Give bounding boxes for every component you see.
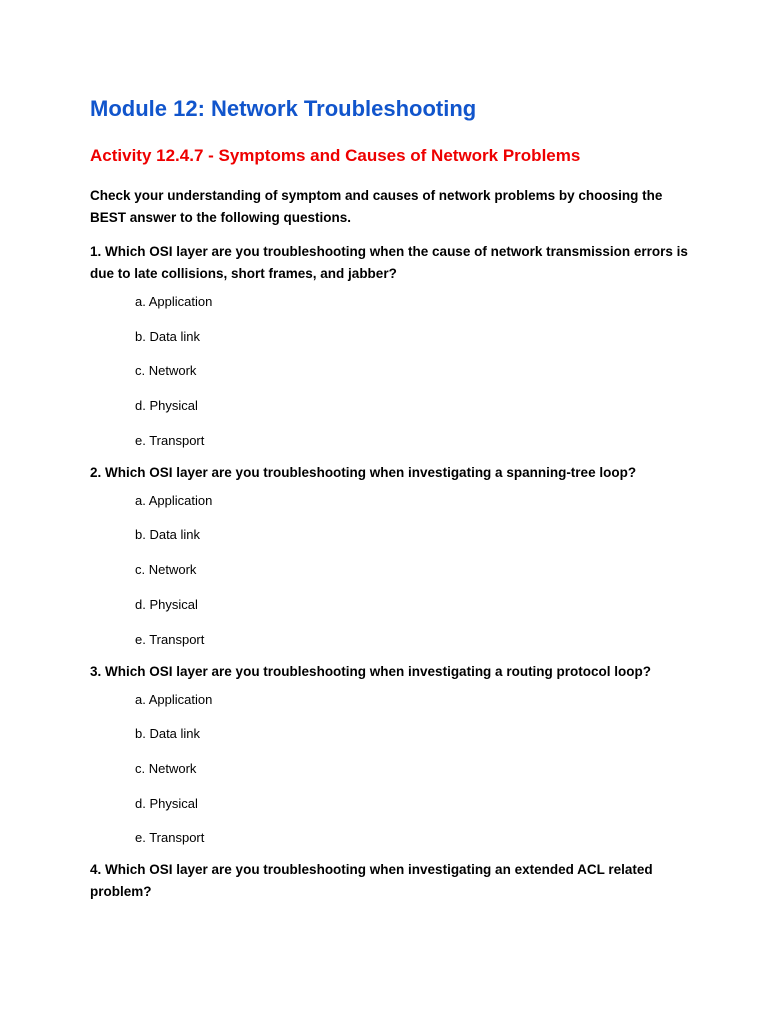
option-a: a. Application xyxy=(135,294,213,309)
option-a: a. Application xyxy=(135,691,213,707)
question-3 xyxy=(90,661,690,848)
option-d: d. Physical xyxy=(135,398,198,414)
question-text: 1. Which OSI layer are you troubleshooting when the cause of network transmission errors is due to late collisions, short frames, and jabber? xyxy=(90,244,688,281)
option-b: b. Data link xyxy=(135,527,201,543)
question-4 xyxy=(90,859,690,903)
question-text: 3. Which OSI layer are you troubleshooting when investigating a routing protocol loop? xyxy=(90,663,652,679)
answer-options xyxy=(135,687,690,848)
option-b: b. Data link xyxy=(135,328,201,344)
option-e: e. Transport xyxy=(135,830,205,846)
option-a: a. Application xyxy=(135,492,213,508)
module-title: Module 12: Network Troubleshooting xyxy=(90,96,477,121)
option-c: c. Network xyxy=(135,363,197,379)
activity-title: Activity 12.4.7 - Symptoms and Causes of Network Problems xyxy=(90,146,581,165)
question-2 xyxy=(90,462,690,649)
document-page xyxy=(90,94,690,903)
option-c: c. Network xyxy=(135,760,197,776)
intro-paragraph: Check your understanding of symptom and causes of network problems by choosing the BEST answer to the following questions. xyxy=(90,188,663,225)
option-d: d. Physical xyxy=(135,596,198,612)
option-d: d. Physical xyxy=(135,795,198,811)
question-text: 4. Which OSI layer are you troubleshooting when investigating an extended ACL related problem? xyxy=(90,862,653,900)
option-c: c. Network xyxy=(135,562,197,578)
question-1 xyxy=(90,241,690,450)
option-b: b. Data link xyxy=(135,726,201,742)
option-e: e. Transport xyxy=(135,432,205,448)
question-text: 2. Which OSI layer are you troubleshooting when investigating a spanning-tree loop? xyxy=(90,464,637,480)
option-e: e. Transport xyxy=(135,631,205,647)
answer-options xyxy=(135,488,690,649)
answer-options xyxy=(135,289,690,450)
